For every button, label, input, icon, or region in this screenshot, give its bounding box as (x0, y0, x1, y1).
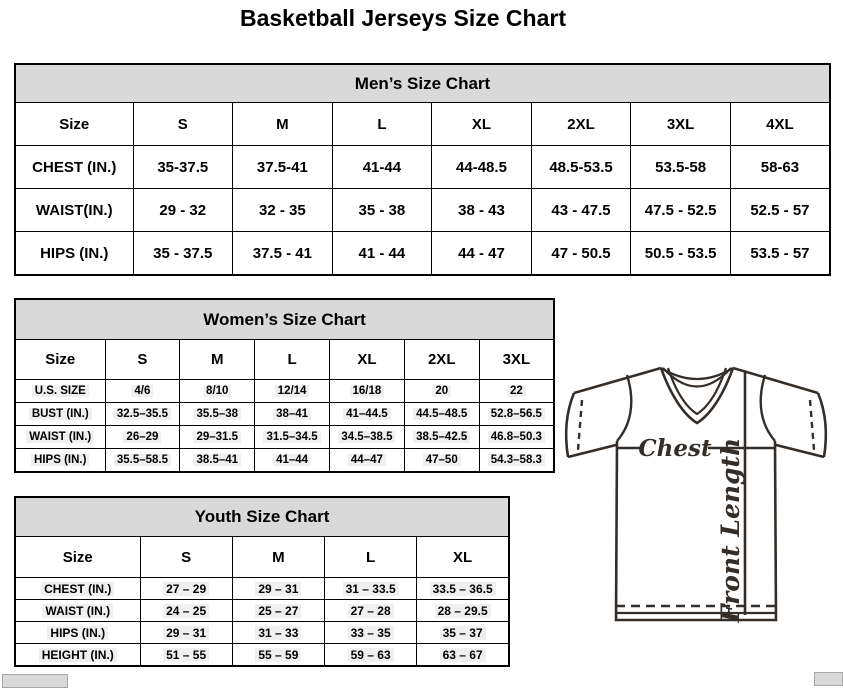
size-value-cell: 37.5 - 41 (233, 232, 333, 276)
size-value-cell: 31.5–34.5 (255, 426, 330, 449)
column-header: XL (432, 103, 532, 146)
size-value-cell: 27 – 28 (325, 600, 417, 622)
vneck-collar-icon (661, 368, 733, 423)
size-value-cell: 16/18 (329, 380, 404, 403)
column-header-row (15, 103, 830, 146)
row-label: CHEST (IN.) (15, 578, 140, 600)
table-row (15, 189, 830, 232)
table-row (15, 146, 830, 189)
size-value-cell: 50.5 - 53.5 (631, 232, 731, 276)
size-value-cell: 59 – 63 (325, 644, 417, 667)
size-value-cell: 33.5 – 36.5 (417, 578, 509, 600)
size-value-cell: 38.5–41 (180, 449, 255, 473)
size-value-cell: 22 (479, 380, 554, 403)
size-value-cell: 47.5 - 52.5 (631, 189, 731, 232)
size-value-cell: 29 – 31 (140, 622, 232, 644)
size-value-cell: 58-63 (730, 146, 830, 189)
column-header: 4XL (730, 103, 830, 146)
column-header: 3XL (479, 340, 554, 380)
column-header-row (15, 340, 554, 380)
size-value-cell: 29 – 31 (232, 578, 324, 600)
size-value-cell: 41–44 (255, 449, 330, 473)
size-value-cell: 63 – 67 (417, 644, 509, 667)
cropped-ui-artifact-left (2, 674, 68, 688)
table-caption: Youth Size Chart (15, 497, 509, 537)
size-value-cell: 34.5–38.5 (329, 426, 404, 449)
table-row (15, 449, 554, 473)
table-row (15, 600, 509, 622)
size-value-cell: 35 - 38 (332, 189, 432, 232)
size-value-cell: 48.5-53.5 (531, 146, 631, 189)
size-value-cell: 8/10 (180, 380, 255, 403)
size-value-cell: 35 – 37 (417, 622, 509, 644)
size-value-cell: 27 – 29 (140, 578, 232, 600)
row-label: WAIST (IN.) (15, 600, 140, 622)
size-value-cell: 29 - 32 (133, 189, 233, 232)
table-row (15, 426, 554, 449)
size-value-cell: 54.3–58.3 (479, 449, 554, 473)
size-value-cell: 43 - 47.5 (531, 189, 631, 232)
column-header: M (232, 537, 324, 578)
front-length-label: Front Length (716, 437, 745, 623)
size-value-cell: 12/14 (255, 380, 330, 403)
size-value-cell: 24 – 25 (140, 600, 232, 622)
column-header: L (325, 537, 417, 578)
table-caption: Men’s Size Chart (15, 64, 830, 103)
jersey-measurement-diagram (557, 360, 839, 676)
size-value-cell: 44.5–48.5 (404, 403, 479, 426)
jersey-body (616, 441, 776, 620)
column-header: L (255, 340, 330, 380)
size-value-cell: 44 - 47 (432, 232, 532, 276)
table-row (15, 232, 830, 276)
table-row (15, 644, 509, 667)
size-value-cell: 26–29 (105, 426, 180, 449)
size-value-cell: 38.5–42.5 (404, 426, 479, 449)
size-value-cell: 31 – 33.5 (325, 578, 417, 600)
column-header: S (133, 103, 233, 146)
size-value-cell: 25 – 27 (232, 600, 324, 622)
column-header: S (140, 537, 232, 578)
size-value-cell: 52.5 - 57 (730, 189, 830, 232)
column-header: Size (15, 537, 140, 578)
table-row (15, 578, 509, 600)
column-header: S (105, 340, 180, 380)
row-label: HIPS (IN.) (15, 232, 133, 276)
size-value-cell: 35-37.5 (133, 146, 233, 189)
chest-label: Chest (638, 435, 712, 462)
size-value-cell: 20 (404, 380, 479, 403)
row-label: HIPS (IN.) (15, 622, 140, 644)
size-value-cell: 29–31.5 (180, 426, 255, 449)
column-header: M (233, 103, 333, 146)
size-value-cell: 41 - 44 (332, 232, 432, 276)
row-label: HEIGHT (IN.) (15, 644, 140, 667)
column-header: L (332, 103, 432, 146)
column-header: 3XL (631, 103, 731, 146)
row-label: U.S. SIZE (15, 380, 105, 403)
size-value-cell: 51 – 55 (140, 644, 232, 667)
row-label: BUST (IN.) (15, 403, 105, 426)
size-value-cell: 32 - 35 (233, 189, 333, 232)
size-value-cell: 38 - 43 (432, 189, 532, 232)
column-header-row (15, 537, 509, 578)
size-value-cell: 28 – 29.5 (417, 600, 509, 622)
row-label: CHEST (IN.) (15, 146, 133, 189)
size-value-cell: 55 – 59 (232, 644, 324, 667)
cropped-ui-artifact-right (814, 672, 843, 686)
size-value-cell: 33 – 35 (325, 622, 417, 644)
column-header: XL (329, 340, 404, 380)
column-header: XL (417, 537, 509, 578)
size-value-cell: 35.5–58.5 (105, 449, 180, 473)
size-value-cell: 52.8–56.5 (479, 403, 554, 426)
size-value-cell: 53.5 - 57 (730, 232, 830, 276)
size-value-cell: 4/6 (105, 380, 180, 403)
size-value-cell: 35.5–38 (180, 403, 255, 426)
size-value-cell: 41-44 (332, 146, 432, 189)
size-value-cell: 38–41 (255, 403, 330, 426)
column-header: Size (15, 340, 105, 380)
column-header: M (180, 340, 255, 380)
size-value-cell: 41–44.5 (329, 403, 404, 426)
left-shoulder-seam (574, 368, 661, 393)
mens-size-chart-table (14, 63, 831, 276)
left-sleeve (566, 375, 631, 457)
youth-size-chart-table (14, 496, 510, 667)
right-sleeve (761, 375, 826, 457)
row-label: WAIST(IN.) (15, 189, 133, 232)
size-value-cell: 44-48.5 (432, 146, 532, 189)
table-row (15, 403, 554, 426)
row-label: HIPS (IN.) (15, 449, 105, 473)
size-value-cell: 53.5-58 (631, 146, 731, 189)
page-title: Basketball Jerseys Size Chart (239, 5, 566, 31)
column-header: 2XL (531, 103, 631, 146)
size-value-cell: 32.5–35.5 (105, 403, 180, 426)
size-value-cell: 37.5-41 (233, 146, 333, 189)
size-value-cell: 35 - 37.5 (133, 232, 233, 276)
size-value-cell: 47 - 50.5 (531, 232, 631, 276)
womens-size-chart-table (14, 298, 555, 473)
size-value-cell: 31 – 33 (232, 622, 324, 644)
column-header: Size (15, 103, 133, 146)
table-caption: Women’s Size Chart (15, 299, 554, 340)
size-value-cell: 44–47 (329, 449, 404, 473)
size-value-cell: 46.8–50.3 (479, 426, 554, 449)
size-value-cell: 47–50 (404, 449, 479, 473)
table-row (15, 622, 509, 644)
table-row (15, 380, 554, 403)
column-header: 2XL (404, 340, 479, 380)
row-label: WAIST (IN.) (15, 426, 105, 449)
